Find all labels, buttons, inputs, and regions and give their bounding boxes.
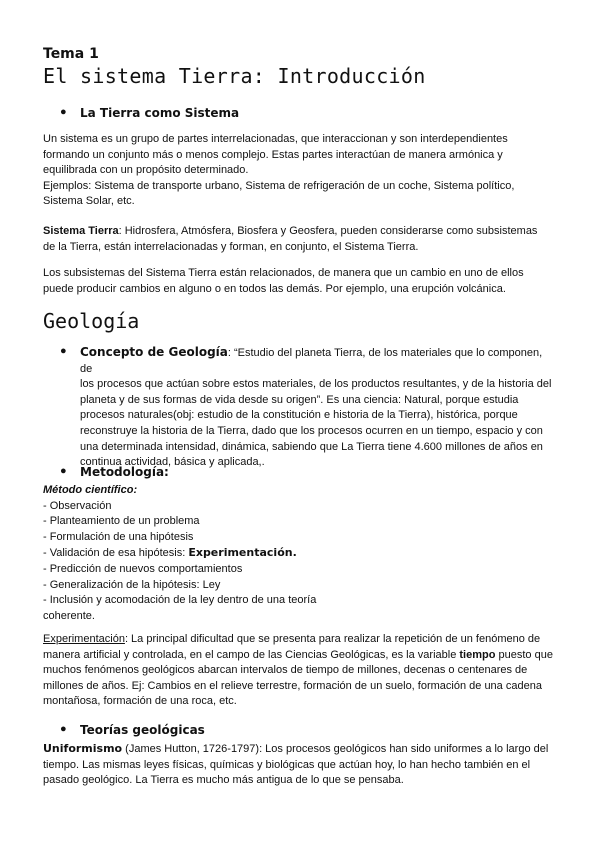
- list-item: - Generalización de la hipótesis: Ley: [43, 578, 221, 591]
- page-title: El sistema Tierra: Introducción: [43, 64, 426, 88]
- topic-label: Tema 1: [43, 46, 99, 62]
- section-heading-teorias: ● Teorías geológicas: [60, 723, 205, 737]
- bullet-icon: ●: [60, 106, 67, 118]
- paragraph-sistema: Un sistema es un grupo de partes interrelacionadas, que interaccionan y son interdependientes formando un conjunto más o menos complejo. Estas partes interactúan de manera armónica y equilibrada con un propósito determinado. Ejemplos: Sistema de transporte urbano, Sistema de refrigeración de un coche, Sistema político, Sistema Solar, etc.: [43, 133, 515, 208]
- bullet-icon: ●: [60, 723, 67, 735]
- section-heading-metodologia: ● Metodología:: [60, 465, 169, 479]
- section-title-geologia: Geología: [43, 309, 140, 333]
- list-item: - Inclusión y acomodación de la ley dentro de una teoría: [43, 594, 317, 607]
- paragraph-subsistemas: Los subsistemas del Sistema Tierra están relacionados, de manera que un cambio en uno de ellos puede producir cambios en alguno o en todos las demás. Por ejemplo, una erupción volcánica.: [43, 267, 524, 295]
- list-item: - Formulación de una hipótesis: [43, 530, 194, 543]
- term-sistema-tierra: Sistema Tierra: [43, 225, 119, 237]
- metodo-title: Método científico:: [43, 484, 138, 496]
- term-experimentacion: Experimentación: [43, 633, 125, 645]
- paragraph-experimentacion: Experimentación: La principal dificultad que se presenta para realizar la repetición de un fenómeno de manera artificial y controlada, en el campo de las Ciencias Geológicas, es la variable tiempo puesto que muchos fenómenos geológicos abarcan intervalos de tiempo de millones, decenas o centenares de millones de años. Ej: Cambios en el relieve terrestre, formación de un suelo, formación de una cadena montañosa, formación de una roca, etc.: [43, 633, 553, 708]
- metodo-cientifico-list: [43, 483, 363, 624]
- list-item: coherente.: [43, 609, 95, 622]
- bullet-icon: ●: [60, 465, 67, 477]
- term-uniformismo: Uniformismo: [43, 742, 123, 755]
- list-item: - Validación de esa hipótesis: Experimentación.: [43, 546, 297, 560]
- paragraph-uniformismo: Uniformismo (James Hutton, 1726-1797): Los procesos geológicos han sido uniformes a lo largo del tiempo. Las mismas leyes físicas, químicas y biológicas que actúan hoy, lo han hecho también en el pasado geológico. La Tierra es mucho más antigua de lo que se pensaba.: [43, 742, 549, 787]
- section-heading-tierra-sistema: ● La Tierra como Sistema: [60, 106, 240, 120]
- list-item: - Planteamiento de un problema: [43, 515, 200, 528]
- list-item: - Observación: [43, 499, 112, 512]
- bullet-concepto: ● Concepto de Geología: “Estudio del planeta Tierra, de los materiales que lo componen, de los procesos que actúan sobre estos materiales, de los productos resultantes, y de la historia del planeta y de sus formas de vida desde su origen”. Es una ciencia: Natural, porque estudia procesos naturales(obj: estudio de la constitución e historia de la Tierra), histórica, porque reconstruye la historia de la Tierra, dado que los procesos ocurren en un tiempo, espacio y con una determinada intensidad, dinámica, sabiendo que La Tierra tiene 4.600 millones de años en continua actividad, básica y aplicada,.: [60, 345, 552, 469]
- term-concepto-geologia: Concepto de Geología: [80, 345, 228, 359]
- bullet-icon: ●: [60, 345, 67, 357]
- paragraph-sistema-tierra: Sistema Tierra: Hidrosfera, Atmósfera, Biosfera y Geosfera, pueden considerarse como subsistemas de la Tierra, están interrelacionadas y forman, en conjunto, el Sistema Tierra.: [43, 225, 538, 253]
- list-item: - Predicción de nuevos comportamientos: [43, 562, 243, 575]
